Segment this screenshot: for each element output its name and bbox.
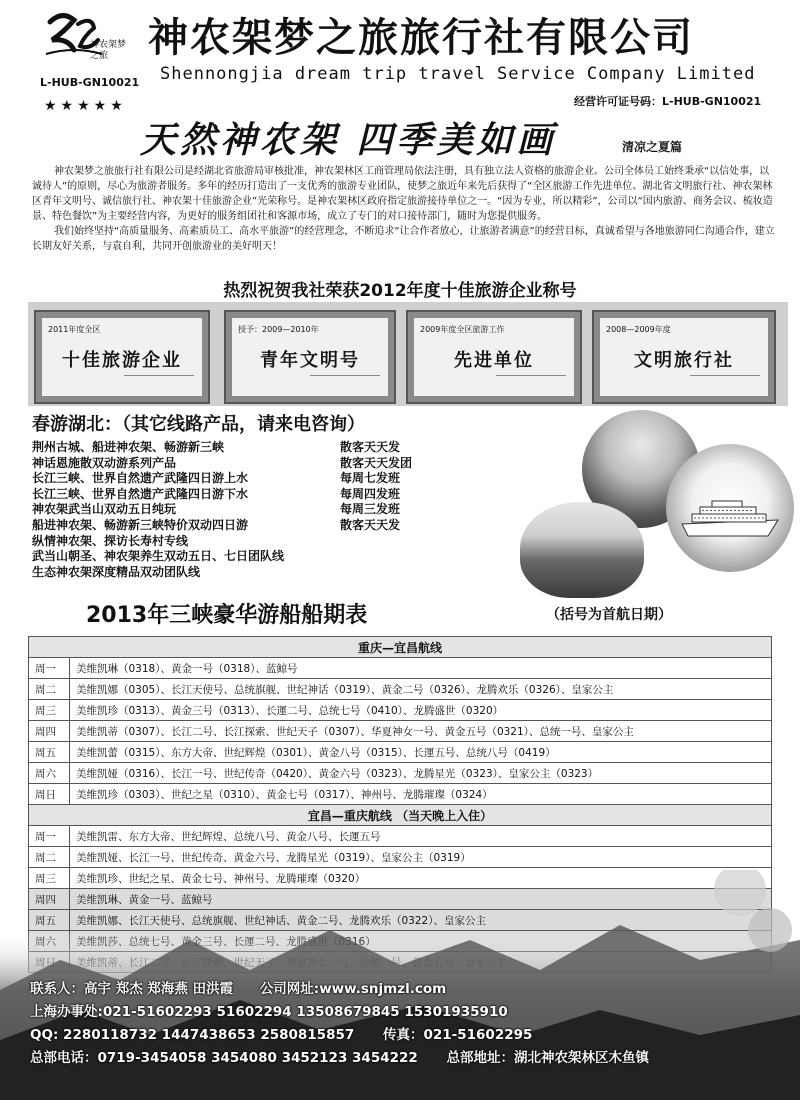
intro-paragraph: 我们始终坚持“高质量服务、高素质员工、高水平旅游”的经营理念，不断追求“让合作者放心，让旅游者满意”的经营目标，真诚希望与各地旅游同仁沟通合作，建立长期友好关系，与袁自利，共同开创旅游业的美好明天！: [32, 226, 775, 252]
table-section-header: 宜昌—重庆航线 （当天晚上入住）: [29, 805, 772, 826]
contact-people: 联系人：高宇 郑杰 郑海燕 田洪霞: [30, 981, 234, 997]
plaque: [224, 310, 396, 404]
spring-tours-heading: 春游湖北：（其它线路产品，请来电咨询）: [32, 414, 365, 435]
list-item: 荆州古城、船进神农架、畅游新三峡 散客天天发: [32, 440, 401, 454]
license-code: L-HUB-GN10021: [40, 76, 140, 89]
season-label: 清凉之夏篇: [622, 140, 683, 154]
company-name: 神农架梦之旅旅行社有限公司: [148, 15, 694, 61]
license-number: 经营许可证号码：L-HUB-GN10021: [574, 95, 762, 108]
list-item: 纵情神农架、探访长寿村专线: [32, 533, 189, 548]
intro-paragraph: 神农架梦之旅旅行社有限公司是经湖北省旅游局审核批准，神农架林区工商管理局依法注册，具有独立法人资格的旅游企业。公司全体员工始终秉承“以信处事，以诚待人”的原则，尽心为旅游者服务。多年的经历打造出了一支优秀的旅游专业团队，使梦之旅近年来先后获得了“全区旅游工作先进单位、湖北省文明旅行社、神农架林区青年文明号、诚信旅行社、神农架十佳旅游企业”光荣称号。是神农架林区政府指定旅游接待单位之一。“因为专业，所以精彩”，公司以“国内旅游、商务会议、梳妆造景、特色餐饮”为主要经营内容，为更好的服务组团社和客源市场，成立了专门的对口接待部门，随时为您提供服务。: [32, 166, 773, 222]
table-row: 周六 美维凯娅（0316）、长江一号、世纪传奇（0420）、黄金六号（0323）、龙腾星光（0323）、皇家公主（0323）: [29, 763, 772, 784]
plaque-caption: 2008—2009年度: [606, 325, 671, 334]
schedule-title: 2013年三峡豪华游船船期表: [86, 603, 368, 628]
plaza-photo: [520, 502, 644, 598]
plaque-title: 先进单位: [454, 350, 534, 371]
table-row: 周四 美维凯蒂（0307）、长江二号、长江探索、世纪天子（0307）、华夏神女一号、黄金五号（0321）、总统一号、皇家公主: [29, 721, 772, 742]
rating-stars: ★★★★★: [44, 98, 127, 114]
plaque-caption: 2011年度全区: [48, 325, 101, 334]
fax-number: 传真：021-51602295: [382, 1027, 533, 1043]
slogan: 天然神农架 四季美如画: [140, 119, 557, 161]
plaque-caption: 2009年度全区旅游工作: [420, 325, 505, 334]
table-row: 周三 美维凯珍（0313）、黄金三号（0313）、长運二号、总统七号（0410）、龙腾盛世（0320）: [29, 700, 772, 721]
table-row: 周一 美维凯雷、东方大帝、世纪辉煌、总统八号、黄金八号、长運五号: [29, 826, 772, 847]
list-item: 生态神农架深度精品双动团队线: [32, 564, 201, 579]
table-row: 周四 美维凯琳、黄金一号、蓝鲸号: [29, 889, 772, 910]
table-row: 周二 美维凯娅、长江一号、世纪传奇、黄金六号、龙腾星光（0319）、皇家公主（0319）: [29, 847, 772, 868]
table-row: 周二 美维凯娜（0305）、长江天使号、总统旗舰、世纪神话（0319）、黄金二号（0326）、龙腾欢乐（0326）、皇家公主: [29, 679, 772, 700]
list-item: 长江三峡、世界自然遗产武隆四日游上水 每周七发班: [32, 471, 401, 486]
scenic-photos: [514, 408, 794, 598]
hq-row: [30, 1047, 790, 1070]
plaque-title: 十佳旅游企业: [62, 350, 182, 371]
website-link[interactable]: 公司网址:www.snjmzl.com: [259, 981, 447, 997]
table-row: 周日 美维凯珍（0303）、世纪之星（0310）、黄金七号（0317）、神州号、龙腾璀璨（0324）: [29, 784, 772, 805]
plaque-title: 文明旅行社: [634, 350, 734, 371]
plaque: [592, 310, 776, 404]
table-row: 周三 美维凯珍、世纪之星、黄金七号、神州号、龙腾璀璨（0320）: [29, 868, 772, 889]
contact-footer: [30, 978, 790, 1070]
list-item: 长江三峡、世界自然遗产武隆四日游下水 每周四发班: [32, 486, 401, 501]
award-plaques: [28, 302, 788, 406]
company-name-english: Shennongjia dream trip travel Service Company Limited: [160, 64, 756, 84]
list-item: 神话恩施散双动游系列产品 散客天天发团: [32, 455, 413, 470]
plaque: [34, 310, 210, 404]
table-row: 周一 美维凯琳（0318）、黄金一号（0318）、蓝鲸号: [29, 658, 772, 679]
list-item: 船进神农架、畅游新三峡特价双动四日游 散客天天发: [32, 517, 401, 532]
list-item: 武当山朝圣、神农架养生双动五日、七日团队线: [32, 549, 285, 564]
company-logo: [40, 10, 150, 114]
qq-fax-row: [30, 1024, 790, 1047]
qq-numbers: QQ: 2280118732 1447438653 2580815857: [30, 1027, 355, 1043]
hq-phone: 总部电话：0719-3454058 3454080 3452123 3454222: [30, 1050, 418, 1066]
tour-route-list: [32, 440, 502, 580]
contact-row: [30, 978, 790, 1001]
plaque-title: 青年文明号: [260, 350, 360, 371]
company-intro: [32, 164, 776, 254]
plaque-caption: 授予：2009—2010年: [238, 325, 319, 334]
logo-text: 神农架梦之旅: [90, 40, 127, 61]
shanghai-office: 上海办事处:021-51602293 51602294 13508679845 15301935910: [30, 1004, 508, 1020]
list-item: 神农架武当山双动五日纯玩 每周三发班: [32, 502, 401, 517]
schedule-subtitle: （括号为首航日期）: [546, 607, 672, 623]
award-headline: 热烈祝贺我社荣获2012年度十佳旅游企业称号: [223, 281, 577, 301]
plaque: [406, 310, 582, 404]
hq-address: 总部地址：湖北神农架林区木鱼镇: [446, 1050, 649, 1066]
table-section-header: 重庆—宜昌航线: [29, 637, 772, 658]
table-row: 周五 美维凯娜、长江天使号、总统旗舰、世纪神话、黄金二号、龙腾欢乐（0322）、皇家公主: [29, 910, 772, 931]
table-row: 周五 美维凯蕾（0315）、东方大帝、世纪辉煌（0301）、黄金八号（0315）、长運五号、总统八号（0419）: [29, 742, 772, 763]
cruise-ship-icon: [680, 498, 780, 538]
